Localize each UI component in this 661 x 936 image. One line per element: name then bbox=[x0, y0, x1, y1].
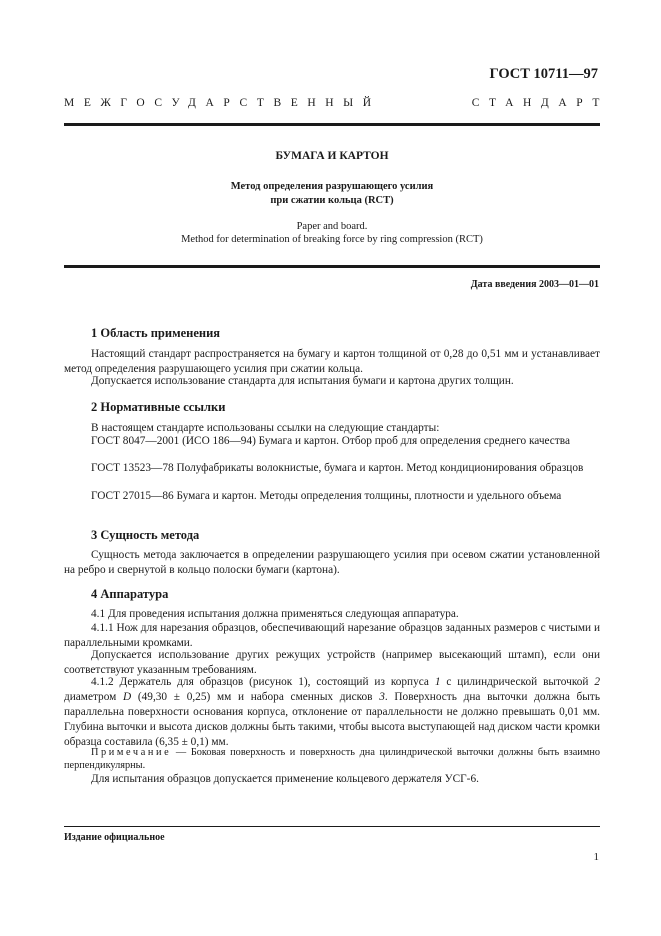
p4-part-f: . Поверхность дна выточки должна быть параллельна поверхности основания корпуса, отклонение от параллельности не должно превышать 0,01 мм. Глубина выточки и высота дисков должны быть такими, чтобы высота выступающей над диском части кромки образца составила (6,35 ± 0,1) мм. bbox=[64, 691, 600, 748]
p4-callout-1: 1 bbox=[434, 676, 441, 688]
english-line-2: Method for determination of breaking force by ring compression (RCT) bbox=[181, 234, 483, 245]
banner-right: СТАНДАРТ bbox=[471, 97, 609, 109]
document-subtitle bbox=[64, 180, 600, 208]
english-title bbox=[64, 220, 600, 246]
note-label: Примечание bbox=[91, 747, 172, 758]
p4-symbol-d: D bbox=[123, 691, 132, 703]
header-rule bbox=[64, 123, 600, 126]
footer-rule bbox=[64, 826, 600, 827]
section-3-paragraph-1: Сущность метода заключается в определении разрушающего усилия при осевом сжатии установленной на ребро и свернутой в кольцо полоски бумаги (картона). bbox=[64, 549, 600, 576]
p4-part-c: диаметром bbox=[64, 691, 123, 703]
p4-part-b: с цилиндрической выточкой bbox=[440, 676, 595, 688]
section-2-heading: 2 Нормативные ссылки bbox=[91, 400, 226, 414]
section-4-paragraph-3: Допускается использование других режущих устройств (например высекающий штамп), если они соответствуют указанным требованиям. bbox=[64, 649, 600, 676]
document-title: БУМАГА И КАРТОН bbox=[275, 150, 389, 162]
section-1-paragraph-2: Допускается использование стандарта для испытания бумаги и картона других толщин. bbox=[91, 375, 514, 387]
p4-part-e: (49,30 ± 0,25) мм и набора сменных дисков bbox=[131, 691, 380, 703]
p4-callout-3: 3 bbox=[379, 691, 385, 703]
p4-callout-2: 2 bbox=[594, 676, 600, 688]
section-2-reference-3: ГОСТ 27015—86 Бумага и картон. Методы определения толщины, плотности и удельного объема bbox=[91, 490, 562, 502]
p4-part-a: 4.1.2 Держатель для образцов (рисунок 1), состоящий из корпуса bbox=[91, 676, 435, 688]
section-4-paragraph-1: 4.1 Для проведения испытания должна применяться следующая аппаратура. bbox=[91, 608, 459, 620]
title-rule bbox=[64, 265, 600, 268]
section-2-reference-2: ГОСТ 13523—78 Полуфабрикаты волокнистые, бумага и картон. Метод кондиционирования образцов bbox=[91, 462, 584, 474]
section-4-paragraph-4 bbox=[64, 675, 600, 750]
section-2-paragraph-1: В настоящем стандарте использованы ссылки на следующие стандарты: bbox=[91, 422, 440, 434]
section-4-paragraph-5: Для испытания образцов допускается применение кольцевого держателя УСГ-6. bbox=[91, 773, 479, 785]
page-number: 1 bbox=[593, 851, 599, 863]
section-4-paragraph-2: 4.1.1 Нож для нарезания образцов, обеспечивающий нарезание образцов заданных размеров с чистыми и параллельными кромками. bbox=[64, 622, 600, 649]
document-number: ГОСТ 10711—97 bbox=[489, 66, 598, 82]
section-1-paragraph-1: Настоящий стандарт распространяется на бумагу и картон толщиной от 0,28 до 0,51 мм и устанавливает метод определения разрушающего усилия при сжатии кольца. bbox=[64, 348, 600, 375]
section-4-note bbox=[64, 746, 600, 772]
section-1-heading: 1 Область применения bbox=[91, 326, 221, 340]
section-3-heading: 3 Сущность метода bbox=[91, 528, 200, 542]
subtitle-line-2: при сжатии кольца (RCT) bbox=[270, 195, 394, 206]
banner-left: МЕЖГОСУДАРСТВЕННЫЙ bbox=[64, 97, 381, 109]
note-text: — Боковая поверхность и поверхность дна цилиндрической выточки должны быть взаимно перпендикулярны. bbox=[64, 747, 600, 771]
section-2-reference-1: ГОСТ 8047—2001 (ИСО 186—94) Бумага и картон. Отбор проб для определения среднего качества bbox=[91, 435, 570, 447]
english-line-1: Paper and board. bbox=[296, 221, 368, 232]
section-4-heading: 4 Аппаратура bbox=[91, 587, 169, 601]
edition-label: Издание официальное bbox=[64, 832, 165, 843]
subtitle-line-1: Метод определения разрушающего усилия bbox=[230, 181, 434, 192]
introduction-date: Дата введения 2003—01—01 bbox=[470, 279, 599, 290]
